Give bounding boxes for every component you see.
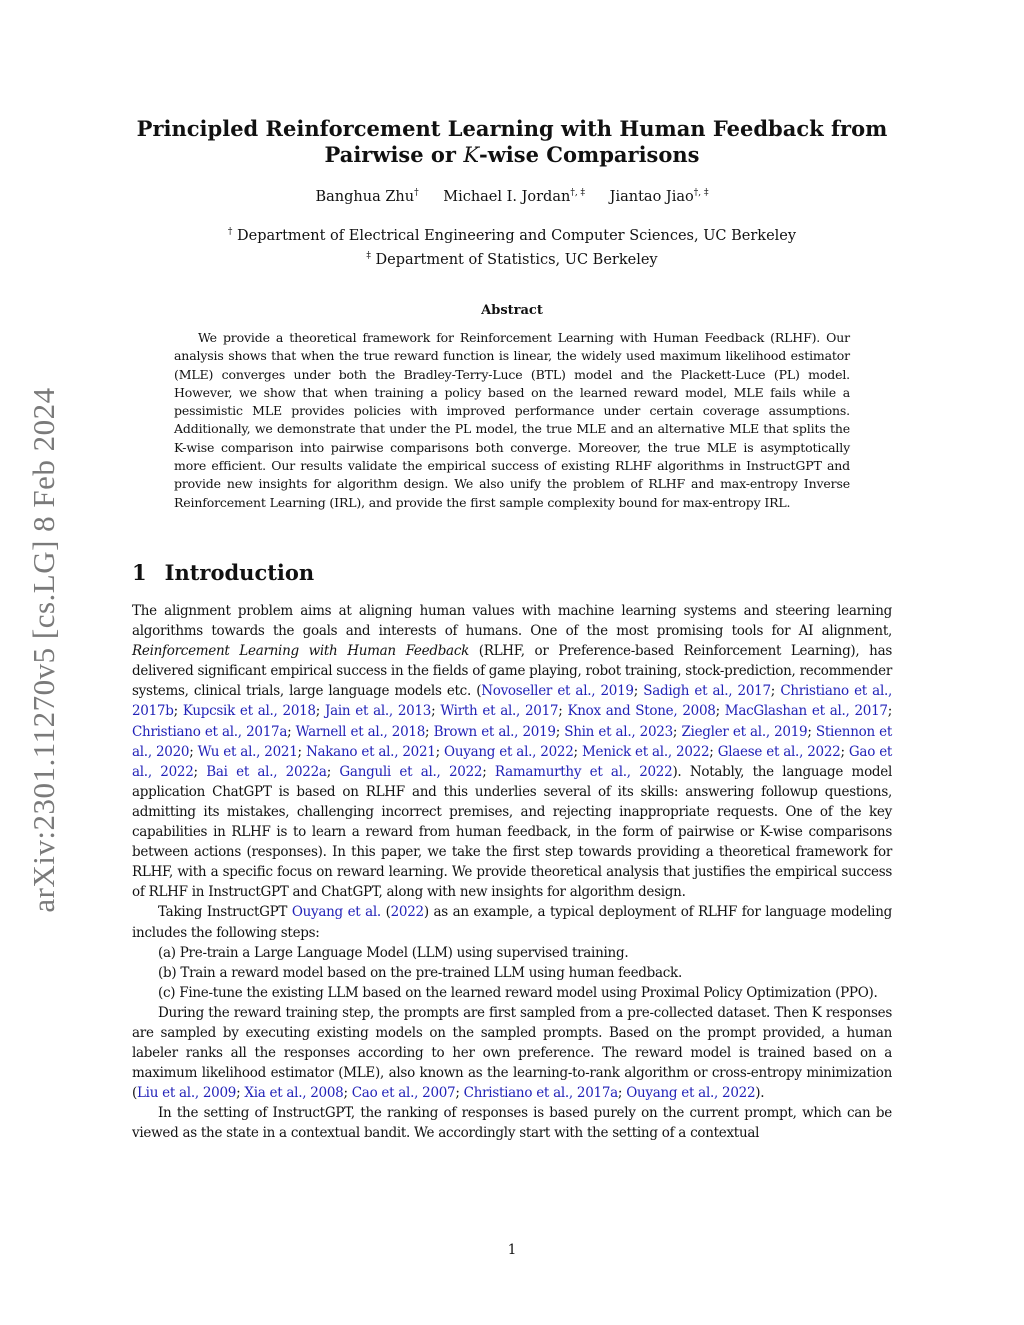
citation-link[interactable]: Ouyang et al. (291, 904, 381, 921)
section-title: Introduction (164, 560, 315, 585)
emphasized-term: Reinforcement Learning with Human Feedback (132, 643, 470, 660)
intro-paragraph-1 (132, 601, 892, 902)
citation-link[interactable]: Novoseller et al., 2019 (481, 683, 634, 700)
author-name: Banghua Zhu (315, 188, 415, 205)
abstract-text: We provide a theoretical framework for Reinforcement Learning with Human Feedback (RLHF). Our analysis shows that when the true reward function is linear, the widely used maximum likelihood estimator (MLE) converges under both the Bradley-Terry-Luce (BTL) model and the Plackett-Luce (PL) model. However, we show that when training a policy based on the learned reward model, MLE fails while a pessimistic MLE provides policies with improved performance under certain coverage assumptions. Additionally, we demonstrate that under the PL model, the true MLE and an alternative MLE that splits the K-wise comparison into pairwise comparisons both converge. Moreover, the true MLE is asymptotically more efficient. Our results validate the empirical success of existing RLHF algorithms in InstructGPT and provide new insights for algorithm design. We also unify the problem of RLHF and max-entropy Inverse Reinforcement Learning (IRL), and provide the first sample complexity bound for max-entropy IRL. (174, 330, 850, 510)
citation-link[interactable]: Shin et al., 2023 (564, 723, 673, 740)
citation-link[interactable]: Ouyang et al., 2022 (444, 743, 574, 760)
citation-year-link[interactable]: 2022 (390, 904, 424, 921)
author-name: Jiantao Jiao (609, 188, 694, 205)
citation-link[interactable]: Stiennon et al., 2020 (132, 723, 893, 760)
citation-link[interactable]: Liu et al., 2009 (137, 1085, 237, 1102)
citation-link[interactable]: Ziegler et al., 2019 (681, 723, 808, 740)
citation-link[interactable]: Christiano et al., 2017a (463, 1085, 618, 1102)
author (443, 189, 585, 205)
citation-link[interactable]: Wu et al., 2021 (197, 743, 298, 760)
title-line-1: Principled Reinforcement Learning with Human Feedback from (136, 116, 888, 141)
page-number: 1 (507, 1242, 517, 1258)
citation-link[interactable]: Ouyang et al., 2022 (626, 1085, 756, 1102)
title-line-2-post: -wise Comparisons (479, 142, 700, 167)
paper-title (120, 116, 904, 168)
paragraph-text: During the reward training step, the prompts are first sampled from a pre-collected dataset. Then K responses are sampled by executing existing models on the sampled prompts. Based on the prompt provided, a human labeler ranks all the responses according to her own preference. The reward model is trained based on a maximum likelihood estimator (MLE), also known as the learning-to-rank algorithm or cross-entropy minimization ( (132, 1004, 892, 1102)
affiliation-text: Department of Statistics, UC Berkeley (370, 251, 658, 268)
citation-link[interactable]: MacGlashan et al., 2017 (724, 703, 888, 720)
introduction-body (132, 601, 892, 1144)
citation-link[interactable]: Jain et al., 2013 (324, 703, 432, 720)
citation-link[interactable]: Christiano et al., 2017a (132, 723, 288, 740)
paragraph-text: Taking InstructGPT (158, 904, 292, 921)
citation-list: Liu et al., 2009; Xia et al., 2008; Cao et al., 2007; Christiano et al., 2017a; Ouyang et al., 2022 (137, 1085, 756, 1102)
citation-link[interactable]: Gao et al., 2022 (132, 743, 893, 780)
citation-link[interactable]: Cao et al., 2007 (351, 1085, 456, 1102)
author-affiliation-mark: † (414, 188, 419, 198)
citation-link[interactable]: Christiano et al., 2017b (132, 683, 893, 720)
author-affiliation-mark: †, ‡ (570, 188, 586, 198)
paragraph-text: as an example, a typical deployment of RLHF for language modeling includes the following steps: (132, 904, 892, 941)
title-line-2 (120, 142, 904, 168)
arxiv-identifier-stamp: arXiv:2301.11270v5 [cs.LG] 8 Feb 2024 (26, 387, 61, 913)
affiliation-line (150, 246, 874, 270)
intro-paragraph-3 (132, 1003, 892, 1103)
section-heading (132, 560, 314, 585)
author-affiliation-mark: †, ‡ (693, 188, 709, 198)
citation-link[interactable]: Glaese et al., 2022 (717, 743, 841, 760)
affiliation-mark: † (227, 227, 233, 237)
intro-paragraph-4: In the setting of InstructGPT, the ranking of responses is based purely on the current prompt, which can be viewed as the state in a contextual bandit. We accordingly start with the setting of a contextual (132, 1105, 892, 1142)
title-line-2-pre: Pairwise or (324, 142, 464, 167)
citation-link[interactable]: Nakano et al., 2021 (305, 743, 436, 760)
paragraph-text: ). (755, 1085, 765, 1102)
citation-link[interactable]: Kupcsik et al., 2018 (182, 703, 316, 720)
citation-list: Novoseller et al., 2019; Sadigh et al., 2017; Christiano et al., 2017b; Kupcsik et al., 2018; Jain et al., 2013; Wirth et al., 2017; Knox and Stone, 2008; MacGlashan et al., 2017; Christiano et al., 2017a; Warnell et al., 2018; Brown et al., 2019; Shin et al., 2023; Ziegler et al., 2019; Stiennon et al., 2020; Wu et al., 2021; Nakano et al., 2021; Ouyang et al., 2022; Menick et al., 2022; Glaese et al., 2022; Gao et al., 2022; Bai et al., 2022a; Ganguli et al., 2022; Ramamurthy et al., 2022 (132, 683, 893, 780)
citation-link[interactable]: Menick et al., 2022 (581, 743, 710, 760)
paragraph-text: The alignment problem aims at aligning human values with machine learning systems and steering learning algorithms towards the goals and interests of humans. One of the most promising tools for AI alignment, (132, 603, 892, 640)
citation-link[interactable]: Warnell et al., 2018 (295, 723, 425, 740)
citation-link[interactable]: Sadigh et al., 2017 (643, 683, 771, 700)
step-item: (a) Pre-train a Large Language Model (LLM) using supervised training. (158, 944, 629, 961)
author-list (200, 188, 824, 205)
paragraph-text: ). Notably, the language model application ChatGPT is based on RLHF and this underlies several of its skills: answering followup questions, admitting its mistakes, challenging incorrect premises, and rejecting inappropriate requests. One of the key capabilities in RLHF is to learn a reward from human feedback, in the form of pairwise or K-wise comparisons between actions (responses). In this paper, we take the first step towards providing a theoretical framework for RLHF, with a specific focus on reward learning. We provide theoretical analysis that justifies the empirical success of RLHF in InstructGPT and ChatGPT, along with new insights for algorithm design. (132, 763, 893, 901)
author-name: Michael I. Jordan (443, 188, 571, 205)
citation-link[interactable]: Ganguli et al., 2022 (339, 763, 483, 780)
title-k-variable: K (463, 143, 480, 167)
affiliations (150, 222, 874, 270)
author (610, 189, 709, 205)
citation-link[interactable]: Knox and Stone, 2008 (567, 703, 716, 720)
citation-link[interactable]: Bai et al., 2022a (206, 763, 327, 780)
abstract-heading: Abstract (481, 303, 543, 318)
citation-link[interactable]: Brown et al., 2019 (433, 723, 556, 740)
citation-link[interactable]: Ramamurthy et al., 2022 (494, 763, 673, 780)
affiliation-line (150, 222, 874, 246)
paragraph-text: (RLHF, or Preference-based Reinforcement Learning), has delivered significant empirical success in the fields of game playing, robot training, stock-prediction, recommender systems, clinical trials, large language models etc. ( (132, 643, 892, 700)
step-item: (b) Train a reward model based on the pre-trained LLM using human feedback. (158, 964, 682, 981)
step-item: (c) Fine-tune the existing LLM based on the learned reward model using Proximal Policy Optimization (PPO). (158, 984, 878, 1001)
citation-link[interactable]: Wirth et al., 2017 (440, 703, 559, 720)
section-number: 1 (132, 560, 147, 585)
citation-link[interactable]: Xia et al., 2008 (244, 1085, 344, 1102)
affiliation-text: Department of Electrical Engineering and Computer Sciences, UC Berkeley (232, 227, 797, 244)
author (316, 189, 419, 205)
affiliation-mark: ‡ (366, 250, 371, 261)
intro-paragraph-2: Taking InstructGPT Ouyang et al. (2022) as an example, a typical deployment of RLHF for language modeling includes the following steps: (132, 904, 892, 941)
